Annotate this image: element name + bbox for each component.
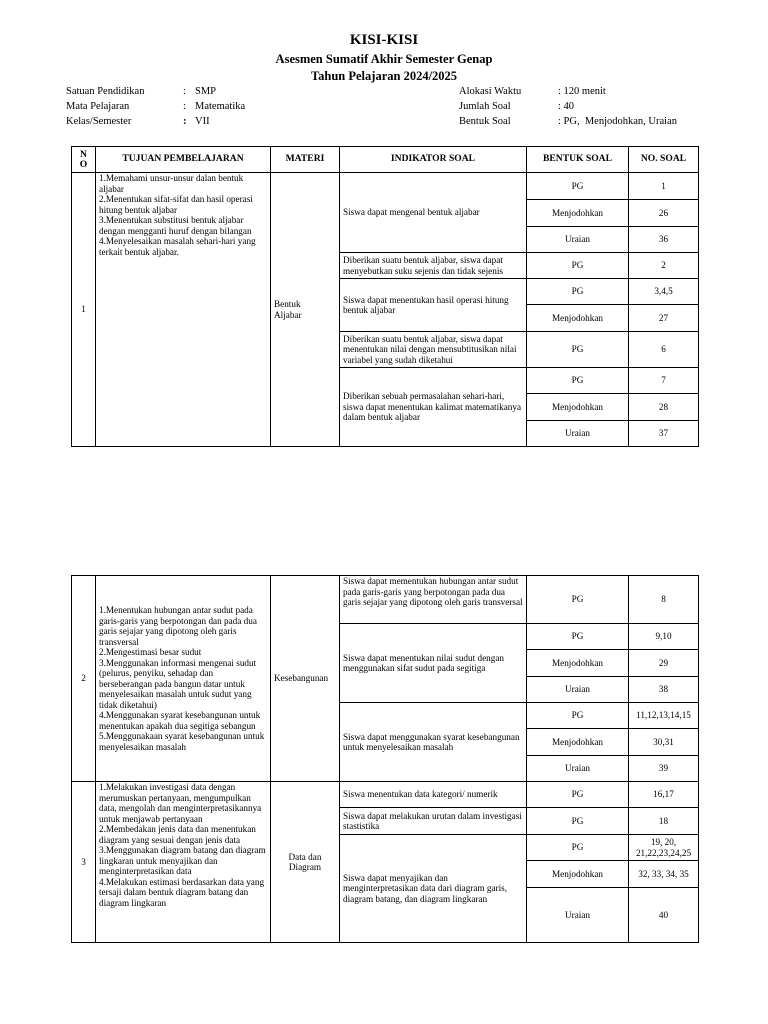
bentuk-soal: Uraian: [527, 421, 629, 447]
no-soal: 16,17: [629, 782, 699, 808]
bentuk-soal: Menjodohkan: [527, 305, 629, 332]
no-soal: 19, 20, 21,22,23,24,25: [629, 835, 699, 861]
kisi-kisi-table-part-2: [71, 575, 699, 943]
indikator-soal: Siswa dapat menentukan nilai sudut dengan menggunakan sifat sudut pada segitiga: [340, 624, 527, 703]
meta-value: Matematika: [195, 101, 246, 112]
no-soal: 18: [629, 808, 699, 835]
meta-row: [66, 99, 245, 114]
meta-value: VII: [195, 116, 210, 127]
bentuk-soal: PG: [527, 368, 629, 394]
header-tujuan: TUJUAN PEMBELAJARAN: [96, 147, 271, 173]
indikator-soal: Diberikan suatu bentuk aljabar, siswa dapat menentukan nilai dengan mensubtitusikan nilai variabel yang sudah diketahui: [340, 332, 527, 368]
table-row: [72, 173, 699, 200]
bentuk-soal: Uraian: [527, 677, 629, 703]
indikator-soal: Siswa menentukan data kategori/ numerik: [340, 782, 527, 808]
bentuk-soal: Menjodohkan: [527, 394, 629, 421]
no-soal: 28: [629, 394, 699, 421]
no-soal: 26: [629, 200, 699, 227]
section-number: 3: [72, 782, 96, 943]
bentuk-soal: Menjodohkan: [527, 650, 629, 677]
document-title: KISI-KISI: [349, 32, 419, 48]
bentuk-soal: PG: [527, 576, 629, 624]
identity-block-left: [66, 84, 245, 129]
no-soal: 29: [629, 650, 699, 677]
no-soal: 9,10: [629, 624, 699, 650]
bentuk-soal: PG: [527, 279, 629, 305]
meta-key: Satuan Pendidikan: [66, 86, 145, 97]
tujuan-pembelajaran: 1.Memahami unsur-unsur dalan bentuk aljabar 2.Menentukan sifat-sifat dan hasil operasi hitung bentuk aljabar 3.Menentukan substitusi bentuk aljabar dengan mengganti huruf dengan bilangan 4.Menyelesaikan masalah sehari-hari yang terkait bentuk aljabar.: [96, 173, 271, 447]
bentuk-soal: PG: [527, 253, 629, 279]
academic-year: Tahun Pelajaran 2024/2025: [310, 69, 458, 83]
no-soal: 2: [629, 253, 699, 279]
meta-key: Alokasi Waktu: [459, 86, 522, 97]
no-soal: 32, 33, 34, 35: [629, 861, 699, 888]
bentuk-soal: PG: [527, 173, 629, 200]
meta-key: Kelas/Semester: [66, 116, 132, 127]
indikator-soal: Siswa dapat mementukan hubungan antar sudut pada garis-garis yang berpotongan pada dua garis sejajar yang dipotong oleh garis transversal: [340, 576, 527, 624]
table-row: [72, 782, 699, 808]
meta-row: [66, 114, 245, 129]
meta-key: Mata Pelajaran: [66, 101, 130, 112]
no-soal: 37: [629, 421, 699, 447]
meta-value: SMP: [195, 86, 217, 97]
meta-colon: :: [183, 116, 187, 127]
bentuk-soal: PG: [527, 332, 629, 368]
meta-row: [459, 99, 677, 114]
bentuk-soal: PG: [527, 835, 629, 861]
indikator-soal: Siswa dapat menggunakan syarat kesebangunan untuk menyelesaikan masalah: [340, 703, 527, 782]
document-subtitle: Asesmen Sumatif Akhir Semester Genap: [275, 52, 493, 66]
no-soal: 36: [629, 227, 699, 253]
section-number: 2: [72, 576, 96, 782]
tujuan-pembelajaran: 1.Menentukan hubungan antar sudut pada garis-garis yang berpotongan dan pada dua garis sejajar yang dipotong oleh garis transversal 2.Mengestimasi besar sudut 3.Menggunakan informasi mengenai sudut (pelurus, penyiku, sehadap dan berseberangan pada bangun datar untuk menyelesaikan masalah untuk sudut yang tidak diketahui) 4.Menggunakan syarat kesebangunan untuk menentukan apakah dua segitiga sebangun 5.Menggunakaan syarat kesebangunan untuk menyelesaikan masalah: [96, 576, 271, 782]
no-soal: 1: [629, 173, 699, 200]
bentuk-soal: PG: [527, 782, 629, 808]
meta-key: Bentuk Soal: [459, 116, 511, 127]
kisi-kisi-table-part-1: [71, 146, 699, 447]
meta-value: : PG, Menjodohkan, Uraian: [558, 116, 677, 127]
no-soal: 27: [629, 305, 699, 332]
materi: Data dan Diagram: [271, 782, 340, 943]
bentuk-soal: Menjodohkan: [527, 861, 629, 888]
indikator-soal: Siswa dapat menyajikan dan menginterpretasikan data dari diagram garis, diagram batang, dan diagram lingkaran: [340, 835, 527, 943]
meta-colon: :: [183, 101, 186, 112]
indikator-soal: Diberikan suatu bentuk aljabar, siswa dapat menyebutkan suku sejenis dan tidak sejenis: [340, 253, 527, 279]
bentuk-soal: Uraian: [527, 756, 629, 782]
no-soal: 40: [629, 888, 699, 943]
bentuk-soal: Menjodohkan: [527, 729, 629, 756]
meta-value: : 40: [558, 101, 575, 112]
no-soal: 3,4,5: [629, 279, 699, 305]
bentuk-soal: Menjodohkan: [527, 200, 629, 227]
header-materi: MATERI: [271, 147, 340, 173]
no-soal: 7: [629, 368, 699, 394]
meta-row: [459, 84, 677, 99]
section-number: 1: [72, 173, 96, 447]
indikator-soal: Siswa dapat menentukan hasil operasi hitung bentuk aljabar: [340, 279, 527, 332]
no-soal: 39: [629, 756, 699, 782]
bentuk-soal: Uraian: [527, 227, 629, 253]
meta-row: [66, 84, 245, 99]
no-soal: 6: [629, 332, 699, 368]
meta-key: Jumlah Soal: [459, 101, 511, 112]
tujuan-pembelajaran: 1.Melakukan investigasi data dengan merumuskan pertanyaan, mengumpulkan data, mengolah dan menginterpretasikannya untuk menjawab pertanyaan 2.Membedakan jenis data dan menentukan diagram yang sesuai dengan jenis data 3.Menggunakan diagram batang dan diagram lingkaran untuk menyajikan dan menginterpretasikan data 4.Melakukan estimasi berdasarkan data yang tersaji dalam bentuk diagram batang dan diagram lingkaran: [96, 782, 271, 943]
header-no: N O: [72, 147, 96, 173]
no-soal: 8: [629, 576, 699, 624]
indikator-soal: Diberikan sebuah permasalahan sehari-hari, siswa dapat menentukan kalimat matematikanya dalam bentuk aljabar: [340, 368, 527, 447]
no-soal: 38: [629, 677, 699, 703]
meta-row: [459, 114, 677, 129]
meta-colon: :: [183, 86, 186, 97]
header-indikator: INDIKATOR SOAL: [340, 147, 527, 173]
materi: Bentuk Aljabar: [271, 173, 340, 447]
no-soal: 11,12,13,14,15: [629, 703, 699, 729]
identity-block-right: [459, 84, 677, 129]
meta-value: : 120 menit: [558, 86, 606, 97]
indikator-soal: Siswa dapat melakukan urutan dalam investigasi stastistika: [340, 808, 527, 835]
materi: Kesebangunan: [271, 576, 340, 782]
header-no-soal: NO. SOAL: [629, 147, 699, 173]
bentuk-soal: PG: [527, 703, 629, 729]
indikator-soal: Siswa dapat mengenal bentuk aljabar: [340, 173, 527, 253]
table-header-row: [72, 147, 699, 173]
table-row: [72, 576, 699, 624]
bentuk-soal: PG: [527, 808, 629, 835]
bentuk-soal: PG: [527, 624, 629, 650]
bentuk-soal: Uraian: [527, 888, 629, 943]
no-soal: 30,31: [629, 729, 699, 756]
header-bentuk-soal: BENTUK SOAL: [527, 147, 629, 173]
